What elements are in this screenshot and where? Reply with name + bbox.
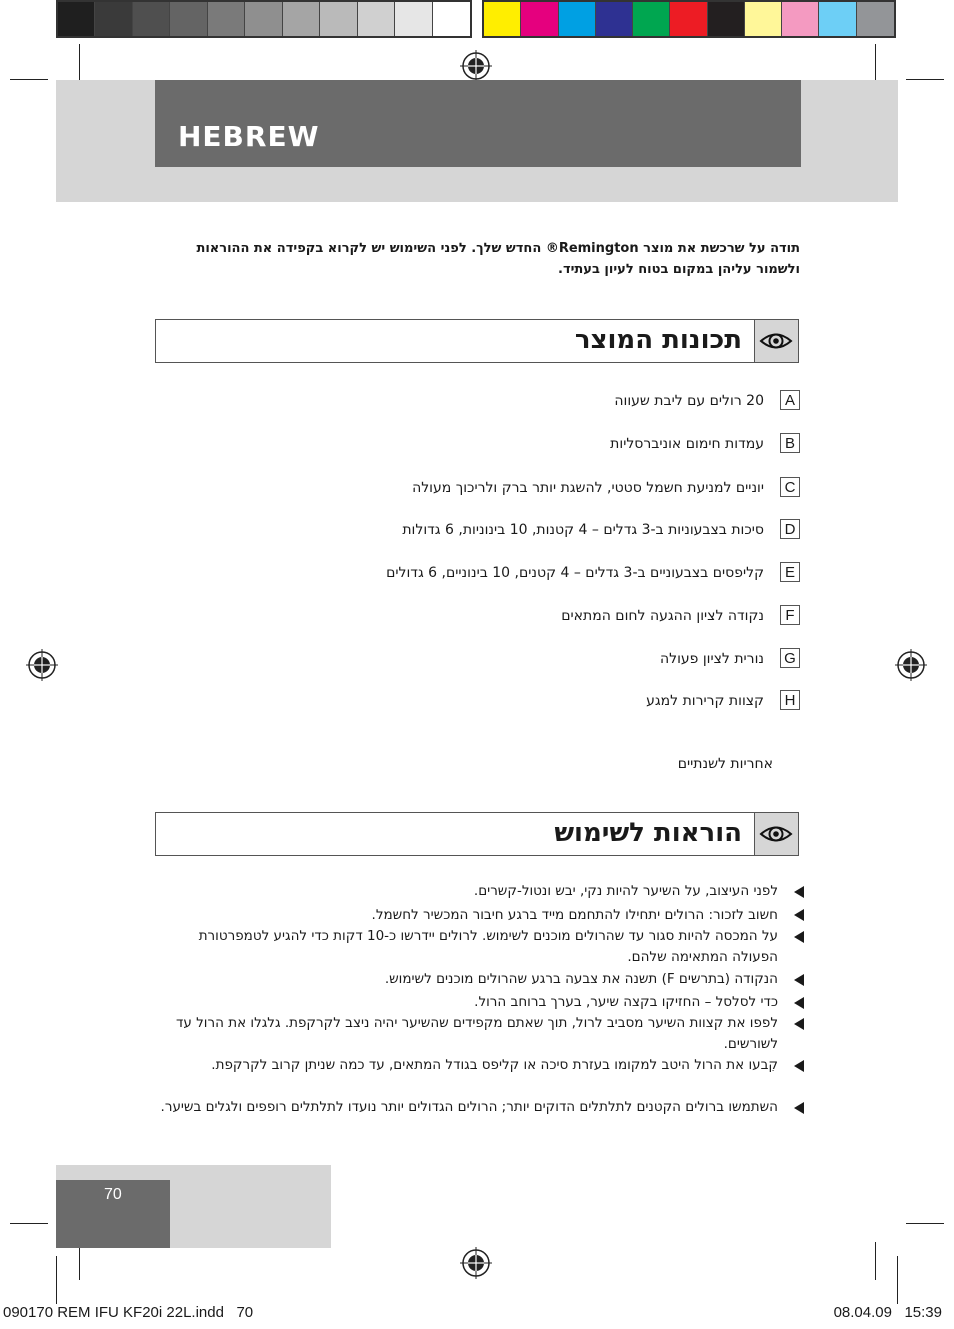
color-swatch [133, 2, 170, 36]
bullet-text: כדי לסלסל – החזיקו בקצה שיער, בערך ברוחב הרול. [474, 994, 778, 1010]
bullet-arrow-icon [794, 974, 804, 986]
crop-mark [875, 1242, 876, 1280]
feature-item [160, 390, 800, 412]
feature-item [160, 562, 800, 584]
color-swatch [857, 2, 894, 36]
eye-icon-box [754, 813, 798, 855]
features-section-title: תכונות המוצר [574, 325, 742, 355]
feature-letter: D [780, 519, 800, 539]
bullet-text: הנקודה (בתרשים F) תשנה את צבעה ברגע שהרולים מוכנים לשימוש. [384, 971, 778, 987]
bullet-text: לפפו את קצוות השיער מסביב לרול, תוך שאתם מקפידים שהשיער יהיה ניצב לקרקפת. גלגלו את הרול עד לשורשים. [176, 1015, 778, 1052]
crop-mark [56, 1256, 57, 1304]
feature-text: 20 רולים עם ליבת שעווה [614, 393, 764, 409]
eye-icon [755, 320, 797, 362]
crop-mark [79, 44, 80, 82]
color-swatch [245, 2, 282, 36]
feature-text: נקודה לציון ההגעה לחום המתאים [561, 608, 764, 624]
color-swatch [782, 2, 819, 36]
feature-item [160, 519, 800, 541]
feature-letter: F [780, 605, 800, 625]
feature-text: סיכות בצבעוניות ב-3 גדלים – 4 קטנות, 10 בינוניות, 6 גדולות [402, 522, 764, 538]
feature-letter: B [780, 433, 800, 453]
crop-mark [10, 79, 48, 80]
color-swatch [745, 2, 782, 36]
page-number: 70 [104, 1186, 122, 1203]
bullet-text: קִבעו את הרול היטב למקומו בעזרת סיכה או קליפס בגודל המתאים, עד כמה שניתן קרוב לקרקפת. [211, 1057, 778, 1073]
bullet-text: השתמשו ברולים הקטנים לתלתלים הדוקים יותר; הרולים הגדולים יותר נועדו לתלתלים רופפים ולגלים בשיער. [160, 1099, 778, 1115]
usage-section-header [155, 812, 799, 856]
intro-paragraph: תודה על שרכשת את מוצר Remington® החדש שלך. לפני השימוש יש לקרוא בקפידה את ההוראות ולשמור עליהן במקום בטוח לעיון בעתיד. [196, 241, 800, 277]
bullet-arrow-icon [794, 931, 804, 943]
color-swatch [596, 2, 633, 36]
crop-mark [906, 79, 944, 80]
feature-letter: G [780, 648, 800, 668]
color-swatch [484, 2, 521, 36]
color-swatch [819, 2, 856, 36]
feature-text: יוניים למניעת חשמל סטטי, להשגת יותר ברק ולריכוך מעולה [412, 480, 764, 496]
feature-item [160, 690, 800, 712]
bullet-arrow-icon [794, 1060, 804, 1072]
color-swatch [58, 2, 95, 36]
usage-section-title: הוראות לשימוש [554, 818, 742, 848]
bullet-arrow-icon [794, 1102, 804, 1114]
date-slug: 08.04.09 15:39 [833, 1304, 942, 1321]
color-swatch [95, 2, 132, 36]
color-swatch [433, 2, 470, 36]
feature-letter: A [780, 390, 800, 410]
file-slug: 090170 REM IFU KF20i 22L.indd 70 [3, 1304, 254, 1321]
feature-item [160, 605, 800, 627]
feature-item [160, 477, 800, 499]
crop-mark [897, 1256, 898, 1304]
color-swatch [283, 2, 320, 36]
feature-item [160, 433, 800, 455]
features-section-header [155, 319, 799, 363]
feature-text: קליפסים בצבעוניים ב-3 גדלים – 4 קטנים, 10 בינוניים, 6 גדולים [386, 565, 764, 581]
color-swatch [170, 2, 207, 36]
color-swatch [358, 2, 395, 36]
language-title: HEBREW [178, 120, 320, 153]
color-swatch [670, 2, 707, 36]
color-swatch [320, 2, 357, 36]
color-swatch [521, 2, 558, 36]
feature-item [160, 648, 800, 670]
bullet-arrow-icon [794, 997, 804, 1009]
feature-text: קצוות קרירות למגע [646, 693, 764, 709]
bullet-text: חשוב לזכור: הרולים יתחילו להתחמם מייד ברגע חיבור המכשיר לחשמל. [371, 907, 778, 923]
bullet-text: לפני העיצוב, על השיער להיות נקי, יבש ונטול-קשרים. [473, 883, 778, 899]
eye-icon-box [754, 320, 798, 362]
feature-text: עמדות חימום אוניברסליות [610, 436, 764, 452]
registration-mark-icon [895, 649, 927, 681]
eye-icon [755, 813, 797, 855]
color-swatch [208, 2, 245, 36]
feature-text: נורית לציון פעולה [659, 651, 764, 667]
crop-mark [10, 1223, 48, 1224]
color-swatch [708, 2, 745, 36]
registration-mark-icon [460, 50, 492, 82]
color-bar [482, 0, 896, 38]
warranty-text: אחריות לשנתיים [677, 756, 773, 772]
bullet-arrow-icon [794, 886, 804, 898]
feature-letter: H [780, 690, 800, 710]
color-swatch [559, 2, 596, 36]
bullet-text: על המכסה להיות סגור עד שהרולים מוכנים לשימוש. לרולים יידרשו כ-10 דקות כדי להגיע לטמפרטורת הפעולה המתאימה שלהם. [198, 928, 778, 965]
bullet-arrow-icon [794, 1018, 804, 1030]
feature-letter: E [780, 562, 800, 582]
feature-letter: C [780, 477, 800, 497]
bullet-arrow-icon [794, 909, 804, 921]
registration-mark-icon [460, 1247, 492, 1279]
registration-mark-icon [26, 649, 58, 681]
color-swatch [395, 2, 432, 36]
grayscale-bar [56, 0, 472, 38]
color-swatch [633, 2, 670, 36]
crop-mark [875, 44, 876, 82]
crop-mark [906, 1223, 944, 1224]
